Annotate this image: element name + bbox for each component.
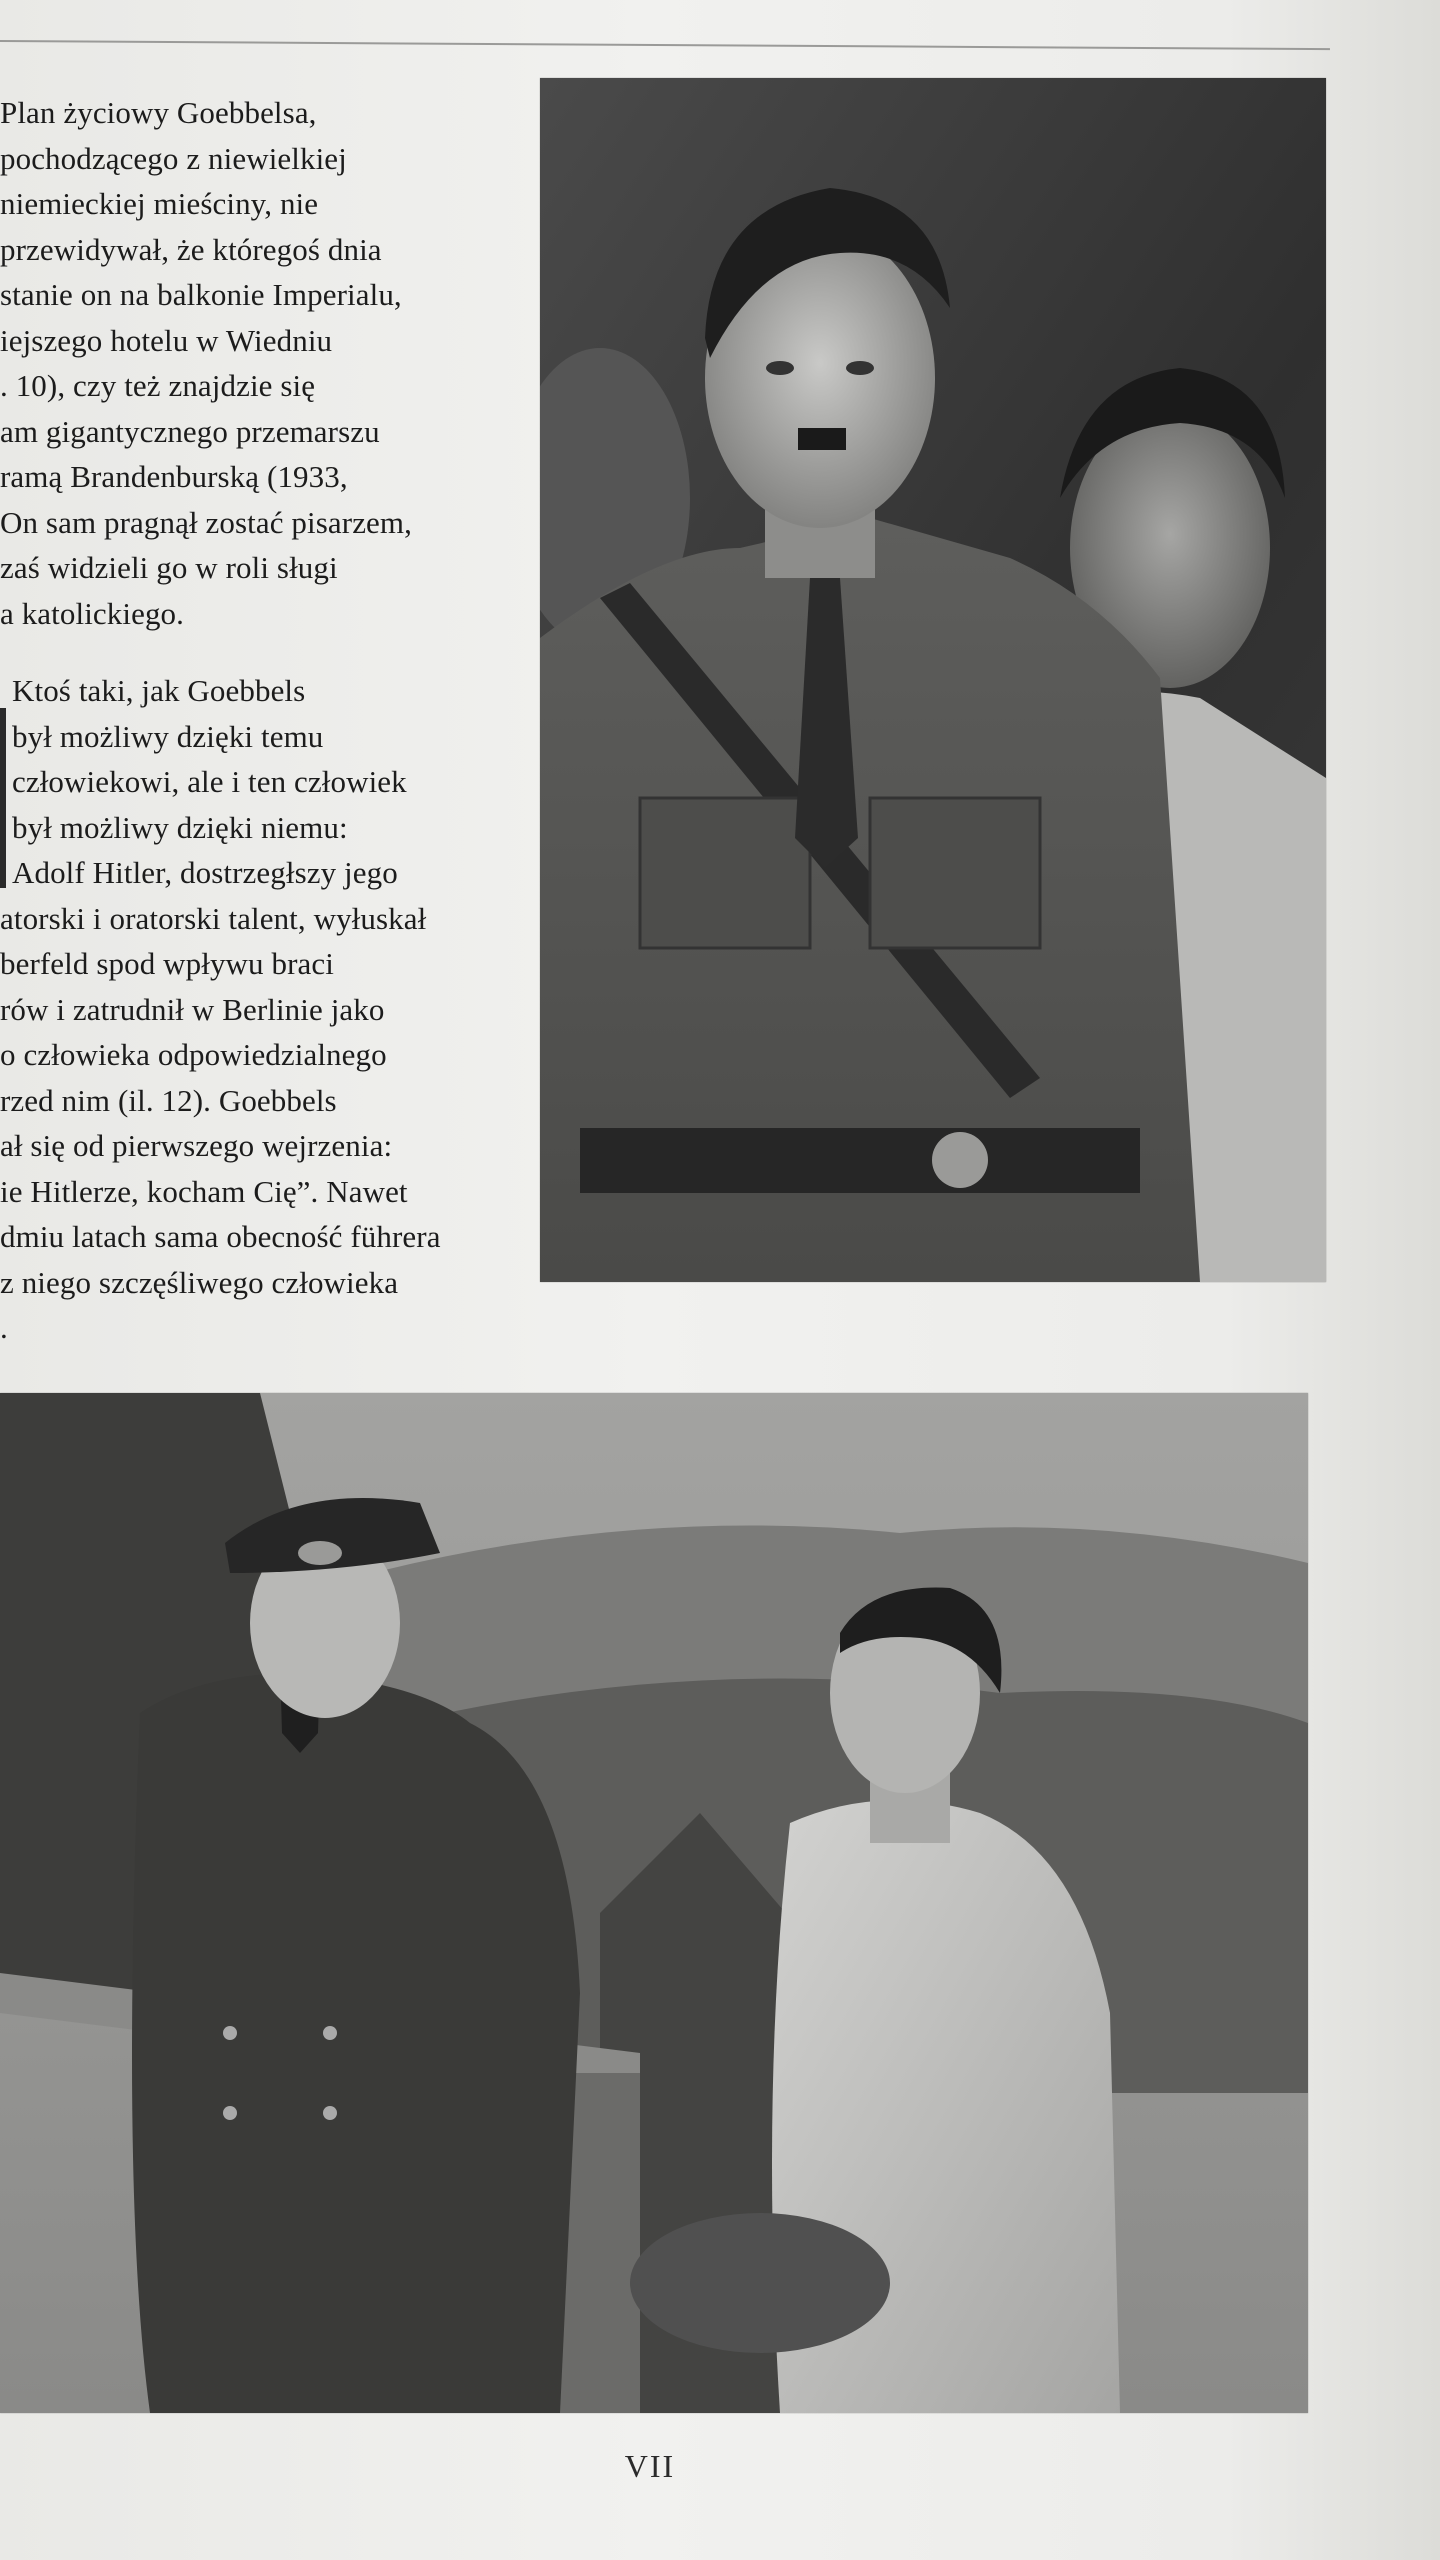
text-line: zaś widzieli go w roli sługi	[0, 550, 338, 585]
paragraph-2	[0, 668, 520, 1351]
text-line: rów i zatrudnił w Berlinie jako	[0, 991, 385, 1027]
photo-top-image	[540, 78, 1326, 1282]
text-line: am gigantycznego przemarszu	[0, 413, 380, 449]
text-line: człowiekowi, ale i ten człowiek	[12, 764, 407, 799]
text-line: iejszego hotelu w Wiedniu	[0, 322, 333, 358]
text-line: pochodzącego z niewielkiej	[0, 140, 347, 176]
text-line: niemieckiej mieściny, nie	[0, 186, 319, 221]
quote-bar	[0, 708, 6, 888]
text-line: był możliwy dzięki temu	[12, 718, 324, 754]
photo-bottom-image	[0, 1393, 1308, 2413]
text-line: .	[0, 1310, 8, 1345]
text-line: Ktoś taki, jak Goebbels	[12, 673, 306, 708]
text-line: ramą Brandenburską (1933,	[0, 459, 348, 494]
text-line: On sam pragnął zostać pisarzem,	[0, 504, 412, 540]
page-number: VII	[624, 2448, 676, 2484]
text-line: atorski i oratorski talent, wyłuskał	[0, 900, 427, 936]
text-line: rzed nim (il. 12). Goebbels	[0, 1082, 337, 1118]
photo-bottom	[0, 1393, 1308, 2413]
text-line: Adolf Hitler, dostrzegłszy jego	[12, 855, 398, 890]
text-line: a katolickiego.	[0, 595, 184, 631]
text-line: berfeld spod wpływu braci	[0, 946, 334, 981]
text-line: . 10), czy też znajdzie się	[0, 368, 316, 403]
text-line: był możliwy dzięki niemu:	[12, 809, 348, 845]
text-line: o człowieka odpowiedzialnego	[0, 1037, 387, 1072]
text-line: dmiu latach sama obecność führera	[0, 1219, 441, 1254]
photo-top	[540, 78, 1326, 1282]
text-line: stanie on na balkonie Imperialu,	[0, 277, 402, 312]
body-text	[0, 90, 520, 1351]
text-line: przewidywał, że któregoś dnia	[0, 231, 382, 267]
text-line: ie Hitlerze, kocham Cię”. Nawet	[0, 1173, 408, 1209]
text-line: z niego szczęśliwego człowieka	[0, 1264, 399, 1300]
text-line: Plan życiowy Goebbelsa,	[0, 95, 317, 130]
paragraph-1	[0, 90, 520, 636]
text-line: ał się od pierwszego wejrzenia:	[0, 1128, 393, 1163]
